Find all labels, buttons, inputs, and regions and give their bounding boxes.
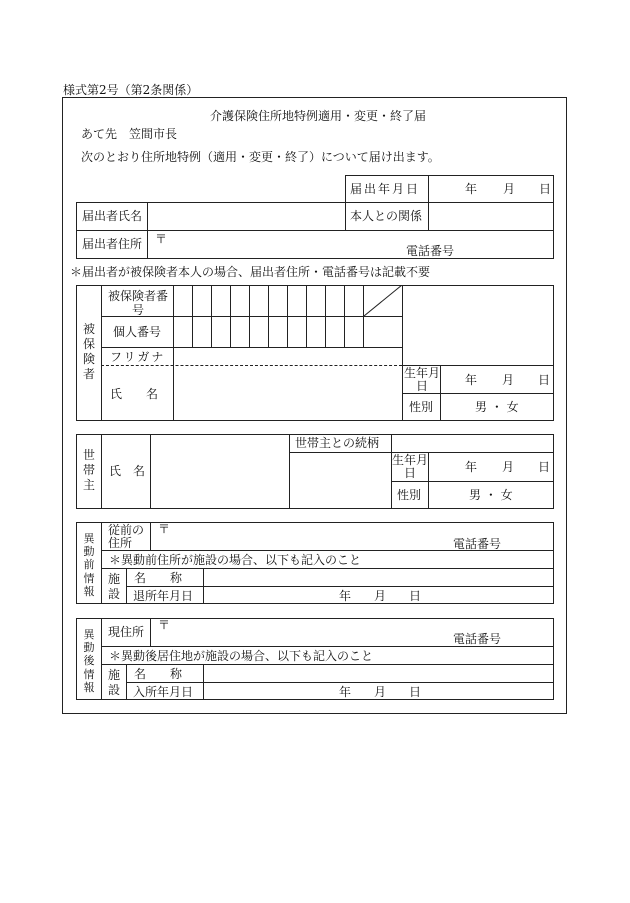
- before-facility-name-input[interactable]: [204, 569, 553, 586]
- form-title: 介護保険住所地特例適用・変更・終了届: [210, 109, 427, 123]
- householder-relation-label: 世帯主との続柄: [295, 436, 380, 450]
- insured-number-digit[interactable]: [174, 286, 192, 316]
- personal-number-digit[interactable]: [212, 317, 230, 347]
- insured-number-digit[interactable]: [269, 286, 287, 316]
- householder-name-input[interactable]: [151, 435, 289, 508]
- personal-number-digit[interactable]: [307, 317, 325, 347]
- insured-number-digit[interactable]: [231, 286, 249, 316]
- before-phone-label: 電話番号: [453, 537, 502, 551]
- personal-number-digit[interactable]: [364, 317, 382, 347]
- filing-date-field[interactable]: [429, 176, 553, 202]
- householder-month-label: 月: [502, 460, 515, 474]
- personal-number-digit[interactable]: [326, 317, 344, 347]
- householder-name-label: 氏 名: [109, 464, 146, 478]
- filer-phone-label: 電話番号: [406, 244, 455, 258]
- after-facility-name-label: 名 称: [134, 667, 183, 681]
- after-facility-label: 施設: [107, 668, 120, 697]
- insured-number-digit[interactable]: [345, 286, 363, 316]
- householder-day-label: 日: [538, 460, 551, 474]
- filer-name-input[interactable]: [148, 203, 344, 230]
- after-month-label: 月: [374, 685, 387, 699]
- personal-number-digit[interactable]: [288, 317, 306, 347]
- after-move-section-label: 異動後情報: [83, 628, 95, 694]
- furigana-label: フリガナ: [110, 350, 166, 364]
- before-facility-label: 施設: [107, 572, 120, 601]
- before-postal-mark-icon: 〒: [158, 522, 171, 536]
- insured-number-label: 被保険者番号: [107, 289, 168, 318]
- before-facility-note: ＊異動前住所が施設の場合、以下も記入のこと: [109, 553, 362, 567]
- after-phone-label: 電話番号: [453, 632, 502, 646]
- slash-mark: [364, 285, 402, 316]
- insured-number-digit[interactable]: [288, 286, 306, 316]
- insured-sex-label: 性別: [409, 400, 434, 414]
- insured-number-digit[interactable]: [212, 286, 230, 316]
- intro-text: 次のとおり住所地特例（適用・変更・終了）について届け出ます。: [81, 150, 440, 164]
- form-label: 様式第2号（第2条関係）: [63, 83, 199, 97]
- relationship-label: 本人との関係: [350, 209, 423, 223]
- before-year-label: 年: [339, 589, 352, 603]
- filer-address-label: 届出者住所: [82, 237, 143, 251]
- insured-year-label: 年: [465, 373, 478, 387]
- insured-name-label: 氏 名: [110, 387, 159, 401]
- personal-number-label: 個人番号: [113, 325, 162, 339]
- before-month-label: 月: [374, 589, 387, 603]
- after-entry-date-label: 入所年月日: [133, 685, 194, 699]
- insured-birth-input[interactable]: [441, 366, 553, 393]
- furigana-input[interactable]: [174, 348, 402, 365]
- insured-number-digit[interactable]: [307, 286, 325, 316]
- filer-address-input[interactable]: [148, 231, 553, 258]
- householder-section-label: 世帯主: [82, 448, 95, 492]
- before-address-label: 従前の住所: [108, 523, 145, 551]
- after-facility-name-input[interactable]: [204, 665, 553, 682]
- postal-mark-icon: 〒: [155, 232, 168, 246]
- filing-date-label: 届出年月日: [350, 182, 421, 196]
- insured-number-digit[interactable]: [250, 286, 268, 316]
- personal-number-digit[interactable]: [174, 317, 192, 347]
- personal-number-digit[interactable]: [193, 317, 211, 347]
- householder-sex-options[interactable]: 男 ・ 女: [469, 488, 513, 502]
- householder-birth-input[interactable]: [429, 453, 553, 481]
- before-facility-name-label: 名 称: [134, 571, 183, 585]
- before-exit-date-label: 退所年月日: [133, 589, 194, 603]
- insured-month-label: 月: [502, 373, 515, 387]
- relationship-input[interactable]: [429, 203, 553, 230]
- after-year-label: 年: [339, 685, 352, 699]
- before-day-label: 日: [409, 589, 422, 603]
- insured-number-digit[interactable]: [193, 286, 211, 316]
- after-facility-note: ＊異動後居住地が施設の場合、以下も記入のこと: [109, 649, 374, 663]
- after-day-label: 日: [409, 685, 422, 699]
- householder-sex-label: 性別: [397, 488, 422, 502]
- personal-number-digit[interactable]: [250, 317, 268, 347]
- insured-name-input[interactable]: [174, 366, 402, 420]
- addressee: あて先 笠間市長: [81, 127, 178, 141]
- insured-number-digit[interactable]: [326, 286, 344, 316]
- personal-number-digit[interactable]: [383, 317, 401, 347]
- filer-name-label: 届出者氏名: [82, 209, 143, 223]
- filing-day-label: 日: [539, 182, 552, 196]
- householder-birth-label: 生年月日: [392, 453, 429, 480]
- householder-relation-input[interactable]: [290, 453, 391, 508]
- insured-day-label: 日: [538, 373, 551, 387]
- after-address-label: 現住所: [108, 625, 145, 639]
- filing-month-label: 月: [503, 182, 516, 196]
- insured-sex-options[interactable]: 男 ・ 女: [475, 400, 519, 414]
- before-move-section-label: 異動前情報: [83, 532, 95, 598]
- personal-number-digit[interactable]: [345, 317, 363, 347]
- insured-section-label: 被保険者: [82, 322, 95, 381]
- householder-year-label: 年: [465, 460, 478, 474]
- personal-number-digit[interactable]: [231, 317, 249, 347]
- filing-year-label: 年: [465, 182, 478, 196]
- filer-note: ＊届出者が被保険者本人の場合、届出者住所・電話番号は記載不要: [70, 265, 431, 279]
- insured-birth-label: 生年月日: [404, 366, 441, 393]
- after-postal-mark-icon: 〒: [158, 618, 171, 632]
- personal-number-digit[interactable]: [269, 317, 287, 347]
